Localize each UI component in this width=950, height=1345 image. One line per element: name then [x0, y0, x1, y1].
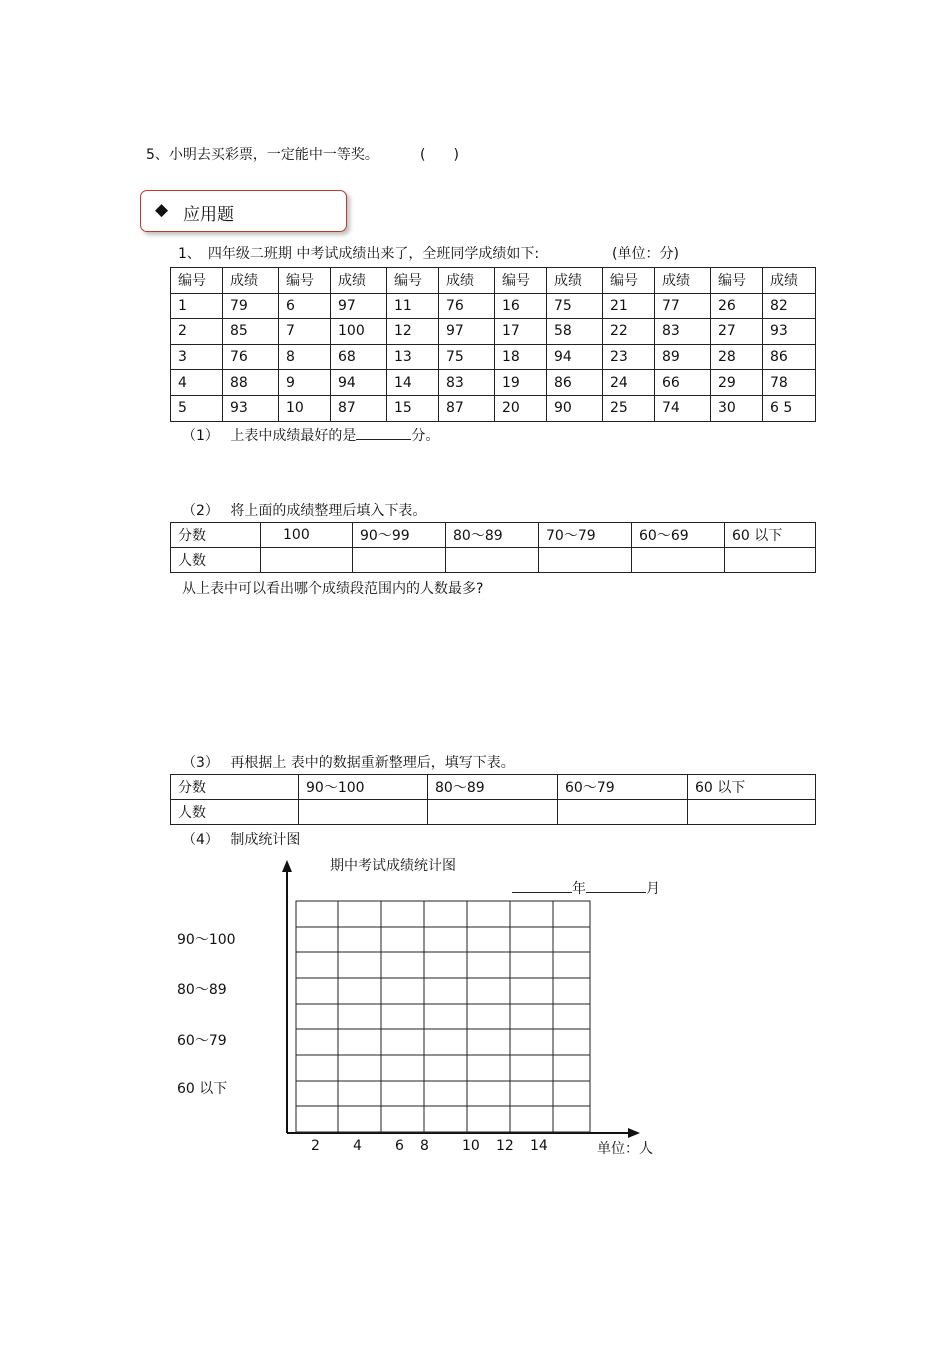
- table-cell: 66: [655, 370, 711, 396]
- table-cell: 28: [711, 344, 763, 370]
- table-cell: 26: [711, 293, 763, 319]
- table-cell: 100: [261, 523, 353, 548]
- table-cell: 87: [331, 395, 387, 421]
- question-5-answer-blank: ( ): [420, 147, 459, 163]
- table-cell: 1: [171, 293, 223, 319]
- table-cell: 27: [711, 319, 763, 345]
- table-cell: 93: [763, 319, 816, 345]
- table-cell: 13: [387, 344, 439, 370]
- sub-question-4: （4） 制成统计图: [182, 832, 301, 848]
- table-cell: 90～99: [353, 523, 446, 548]
- table-cell: 5: [171, 395, 223, 421]
- x-tick-label: 12: [496, 1138, 514, 1154]
- sub-question-1-prefix: （1） 上表中成绩最好的是: [182, 428, 357, 444]
- x-tick-label: 10: [462, 1138, 480, 1154]
- table-cell: 93: [223, 395, 279, 421]
- x-tick-label: 2: [311, 1138, 320, 1154]
- header-cell: 成绩: [439, 268, 495, 294]
- category-label: 80～89: [177, 982, 227, 998]
- table-cell: 14: [387, 370, 439, 396]
- table-cell: 分数: [171, 775, 299, 800]
- table-cell: 11: [387, 293, 439, 319]
- table-cell: 94: [547, 344, 603, 370]
- table-cell: 78: [763, 370, 816, 396]
- table-cell: 97: [439, 319, 495, 345]
- table-cell: 19: [495, 370, 547, 396]
- x-axis-unit: 单位：人: [597, 1141, 653, 1157]
- table-cell: 80～89: [428, 775, 558, 800]
- table-cell: 8: [279, 344, 331, 370]
- table-cell: 6: [279, 293, 331, 319]
- problem-1-unit: (单位：分): [612, 246, 679, 262]
- table-cell: 3: [171, 344, 223, 370]
- diamond-icon: ◆: [155, 200, 169, 220]
- sub-question-2-follow-up: 从上表中可以看出哪个成绩段范围内的人数最多?: [182, 581, 484, 597]
- table-cell: 89: [655, 344, 711, 370]
- table-cell: 21: [603, 293, 655, 319]
- sub-question-3: （3） 再根据上 表中的数据重新整理后，填写下表。: [182, 755, 515, 771]
- table-cell: 74: [655, 395, 711, 421]
- table-cell: 20: [495, 395, 547, 421]
- table-cell: 76: [439, 293, 495, 319]
- grid-lines: [296, 901, 590, 1132]
- sub-question-1-suffix: 分。: [411, 428, 440, 444]
- table-cell: 23: [603, 344, 655, 370]
- table-cell: 17: [495, 319, 547, 345]
- x-tick-label: 8: [420, 1138, 429, 1154]
- x-tick-label: 4: [353, 1138, 362, 1154]
- category-label: 60 以下: [177, 1081, 228, 1097]
- table-cell: 86: [763, 344, 816, 370]
- year-label: 年: [572, 881, 586, 897]
- table-cell: 60～79: [558, 775, 688, 800]
- header-cell: 成绩: [547, 268, 603, 294]
- header-cell: 编号: [603, 268, 655, 294]
- table-cell: 76: [223, 344, 279, 370]
- category-label: 90～100: [177, 932, 236, 948]
- header-cell: 编号: [711, 268, 763, 294]
- header-cell: 编号: [171, 268, 223, 294]
- table-cell: 97: [331, 293, 387, 319]
- table-cell: 60 以下: [688, 775, 816, 800]
- table-cell: 83: [655, 319, 711, 345]
- header-cell: 成绩: [331, 268, 387, 294]
- table-cell: 2: [171, 319, 223, 345]
- x-tick-label: 6: [395, 1138, 404, 1154]
- y-axis-arrow-icon: [282, 860, 292, 872]
- table-cell: 79: [223, 293, 279, 319]
- table-cell: 68: [331, 344, 387, 370]
- table-cell: 100: [331, 319, 387, 345]
- table-cell: 77: [655, 293, 711, 319]
- table-cell: 6 5: [763, 395, 816, 421]
- header-cell: 编号: [279, 268, 331, 294]
- table-cell: 12: [387, 319, 439, 345]
- table-cell: 60 以下: [725, 523, 816, 548]
- table-cell: 人数: [171, 800, 299, 825]
- table-cell: 15: [387, 395, 439, 421]
- header-cell: 成绩: [223, 268, 279, 294]
- table-cell: 7: [279, 319, 331, 345]
- table-cell: 25: [603, 395, 655, 421]
- table-cell: 75: [547, 293, 603, 319]
- category-label: 60～79: [177, 1033, 227, 1049]
- table-cell: 88: [223, 370, 279, 396]
- table-cell: 30: [711, 395, 763, 421]
- table-cell: 29: [711, 370, 763, 396]
- section-title: 应用题: [183, 205, 234, 225]
- table-cell: 22: [603, 319, 655, 345]
- chart-title: 期中考试成绩统计图: [330, 858, 456, 874]
- table-cell: 85: [223, 319, 279, 345]
- table-cell: 86: [547, 370, 603, 396]
- question-5-text: 5、小明去买彩票，一定能中一等奖。: [146, 147, 379, 163]
- problem-1-intro: 1、 四年级二班期 中考试成绩出来了，全班同学成绩如下:: [178, 246, 540, 262]
- table-cell: 83: [439, 370, 495, 396]
- table-cell: 18: [495, 344, 547, 370]
- table-cell: 分数: [171, 523, 261, 548]
- table-cell: 80～89: [446, 523, 539, 548]
- table-cell: 90: [547, 395, 603, 421]
- table-cell: 10: [279, 395, 331, 421]
- header-cell: 编号: [387, 268, 439, 294]
- header-cell: 编号: [495, 268, 547, 294]
- x-tick-label: 14: [530, 1138, 548, 1154]
- table-cell: 75: [439, 344, 495, 370]
- table-cell: 58: [547, 319, 603, 345]
- table-cell: 9: [279, 370, 331, 396]
- table-cell: 60～69: [632, 523, 725, 548]
- x-axis-arrow-icon: [628, 1128, 640, 1138]
- table-cell: 90～100: [299, 775, 428, 800]
- table-cell: 70～79: [539, 523, 632, 548]
- table-cell: 94: [331, 370, 387, 396]
- table-cell: 87: [439, 395, 495, 421]
- month-label: 月: [646, 881, 660, 897]
- table-cell: 4: [171, 370, 223, 396]
- table-cell: 16: [495, 293, 547, 319]
- sub-question-2: （2） 将上面的成绩整理后填入下表。: [182, 503, 427, 519]
- table-cell: 82: [763, 293, 816, 319]
- table-cell: 24: [603, 370, 655, 396]
- header-cell: 成绩: [763, 268, 816, 294]
- header-cell: 成绩: [655, 268, 711, 294]
- table-cell: 人数: [171, 548, 261, 573]
